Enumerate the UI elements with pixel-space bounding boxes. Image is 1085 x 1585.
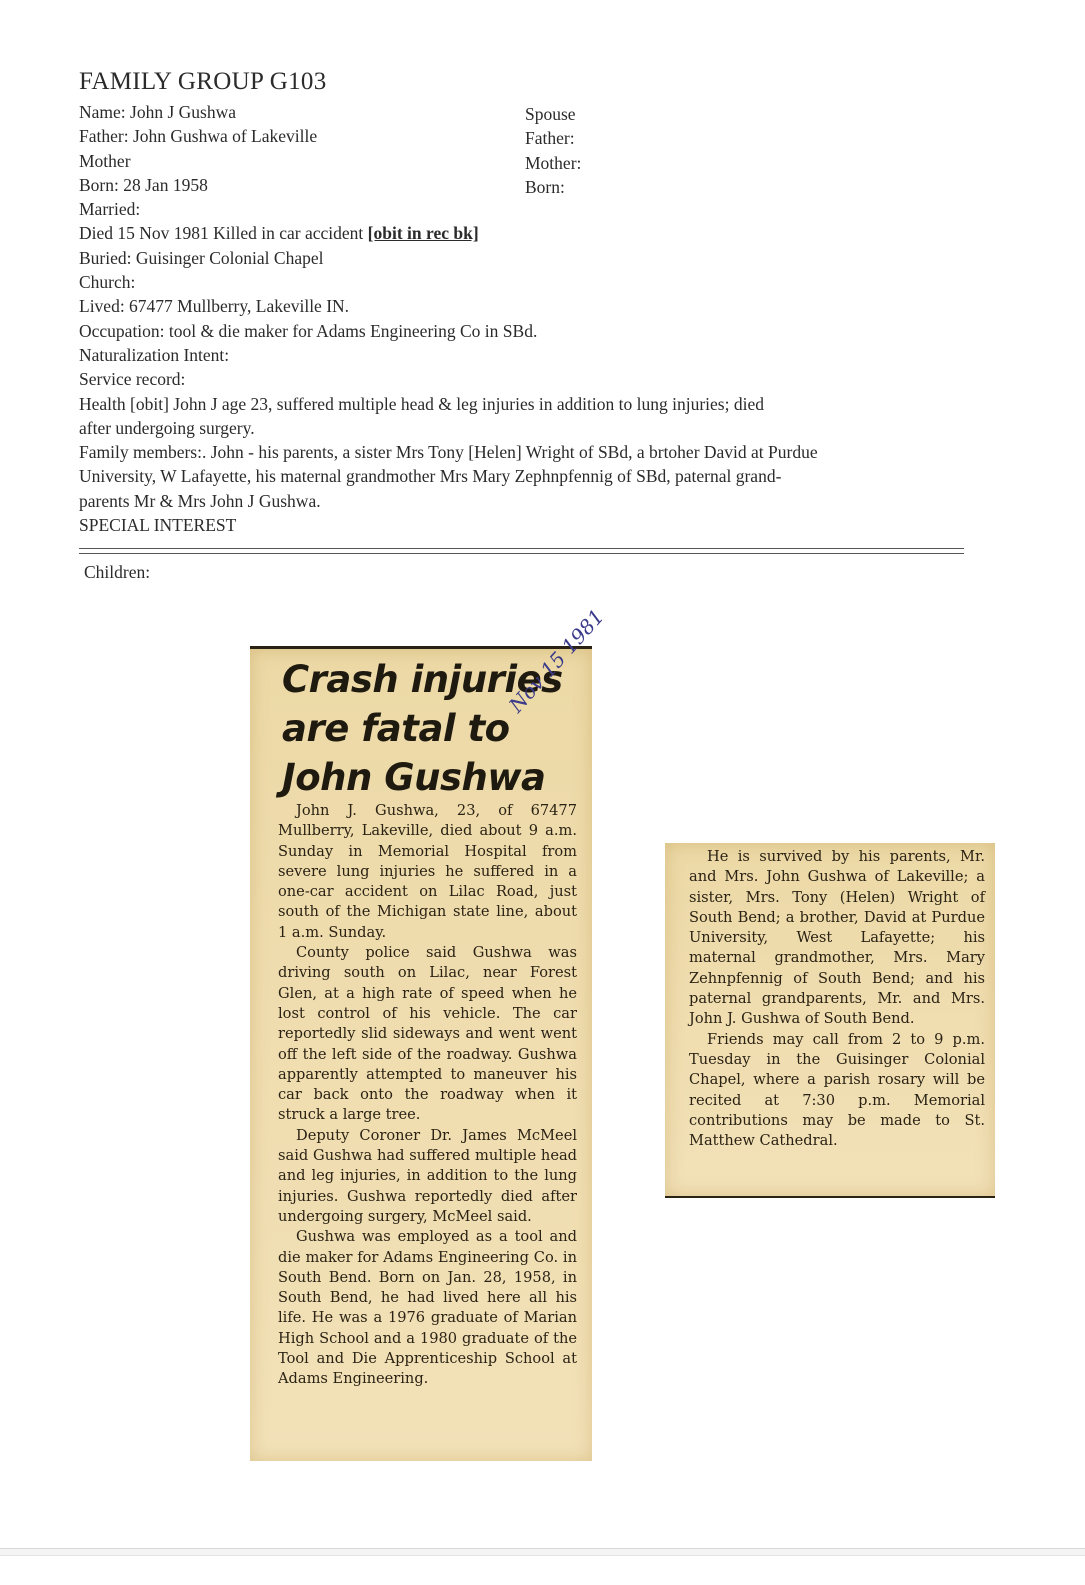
spouse-label: Spouse <box>525 104 576 124</box>
health-field-line-2: after undergoing surgery. <box>79 417 255 438</box>
article-paragraph: He is survived by his parents, Mr. and Mrs. John Gushwa of Lakeville; a sister, Mrs. Tony (Helen) Wright of South Bend; a brother, David at Purdue University, West Lafayette; his maternal grandmother, Mrs. Mary Zehnpfennig of South Bend; and his paternal grandparents, Mr. and Mrs. John J. Gushwa of South Bend. <box>689 848 985 1028</box>
clipping-headline <box>282 655 563 802</box>
spouse-born-label: Born: <box>525 176 565 197</box>
handwritten-date-note: Nov 15 1981 <box>504 604 609 718</box>
page-title: FAMILY GROUP G103 <box>79 68 327 95</box>
died-field <box>79 221 979 245</box>
mother-field: Mother <box>79 150 131 171</box>
obit-reference: [obit in rec bk] <box>367 223 479 244</box>
newspaper-clipping-survivors <box>665 843 995 1198</box>
married-field: Married: <box>79 199 141 220</box>
page-edge <box>0 1548 1085 1556</box>
newspaper-clipping-obituary <box>250 604 609 1461</box>
family-members-line-2: University, W Lafayette, his maternal grandmother Mrs Mary Zephnpfennig of SBd, paternal grand- <box>79 466 782 487</box>
special-interest-heading: SPECIAL INTEREST <box>79 515 237 536</box>
article-paragraph: Gushwa was employed as a tool and die maker for Adams Engineering Co. in South Bend. Born on Jan. 28, 1958, in South Bend, he had lived here all his life. He was a 1976 graduate of Marian High School and a 1980 graduate of the Tool and Die Apprenticeship School at Adams Engineering. <box>278 1228 577 1388</box>
spouse-father-label: Father: <box>525 128 575 149</box>
headline-line-2: are fatal to <box>282 707 510 750</box>
service-record-field: Service record: <box>79 369 186 390</box>
lived-field: Lived: 67477 Mullberry, Lakeville IN. <box>79 296 350 317</box>
headline-line-1: Crash injuries <box>282 658 563 701</box>
occupation-field: Occupation: tool & die maker for Adams Engineering Co in SBd. <box>79 320 538 341</box>
church-field: Church: <box>79 272 136 293</box>
clipping-body <box>278 801 577 1390</box>
died-text: Died 15 Nov 1981 Killed in car accident <box>79 223 368 244</box>
name-field: Name: John J Gushwa <box>79 102 236 122</box>
article-paragraph: County police said Gushwa was driving south on Lilac, near Forest Glen, at a high rate of speed when he lost control of his vehicle. The car reportedly slid sideways and went went off the left side of the roadway. Gushwa apparently attempted to maneuver his car back onto the roadway when it struck a large tree. <box>278 944 577 1124</box>
article-paragraph: Deputy Coroner Dr. James McMeel said Gushwa had suffered multiple head and leg injuries, in addition to the lung injuries. Gushwa reportedly died after undergoing surgery, McMeel said. <box>278 1126 577 1225</box>
children-label: Children: <box>84 562 151 582</box>
clipping-body <box>689 847 985 1151</box>
article-paragraph: Friends may call from 2 to 9 p.m. Tuesday in the Guisinger Colonial Chapel, where a parish rosary will be recited at 7:30 p.m. Memorial contributions may be made to St. Matthew Cathedral. <box>689 1030 985 1150</box>
headline-line-3: John Gushwa <box>282 756 546 799</box>
spouse-column <box>525 102 581 199</box>
buried-field: Buried: Guisinger Colonial Chapel <box>79 247 324 268</box>
article-paragraph: John J. Gushwa, 23, of 67477 Mullberry, Lakeville, died about 9 a.m. Sunday in Memorial Hospital from severe lung injuries he suffered in a one-car accident on Lilac Road, just south of the Michigan state line, about 1 a.m. Sunday. <box>278 802 577 941</box>
spouse-mother-label: Mother: <box>525 152 582 173</box>
born-field: Born: 28 Jan 1958 <box>79 174 208 195</box>
father-field: Father: John Gushwa of Lakeville <box>79 126 318 147</box>
section-divider <box>79 548 964 554</box>
family-members-line-3: parents Mr & Mrs John J Gushwa. <box>79 490 321 511</box>
health-field-line-1: Health [obit] John J age 23, suffered multiple head & leg injuries in addition to lung injuries; died <box>79 393 764 414</box>
naturalization-field: Naturalization Intent: <box>79 344 230 365</box>
family-members-line-1: Family members:. John - his parents, a sister Mrs Tony [Helen] Wright of SBd, a brtoher David at Purdue <box>79 442 818 463</box>
